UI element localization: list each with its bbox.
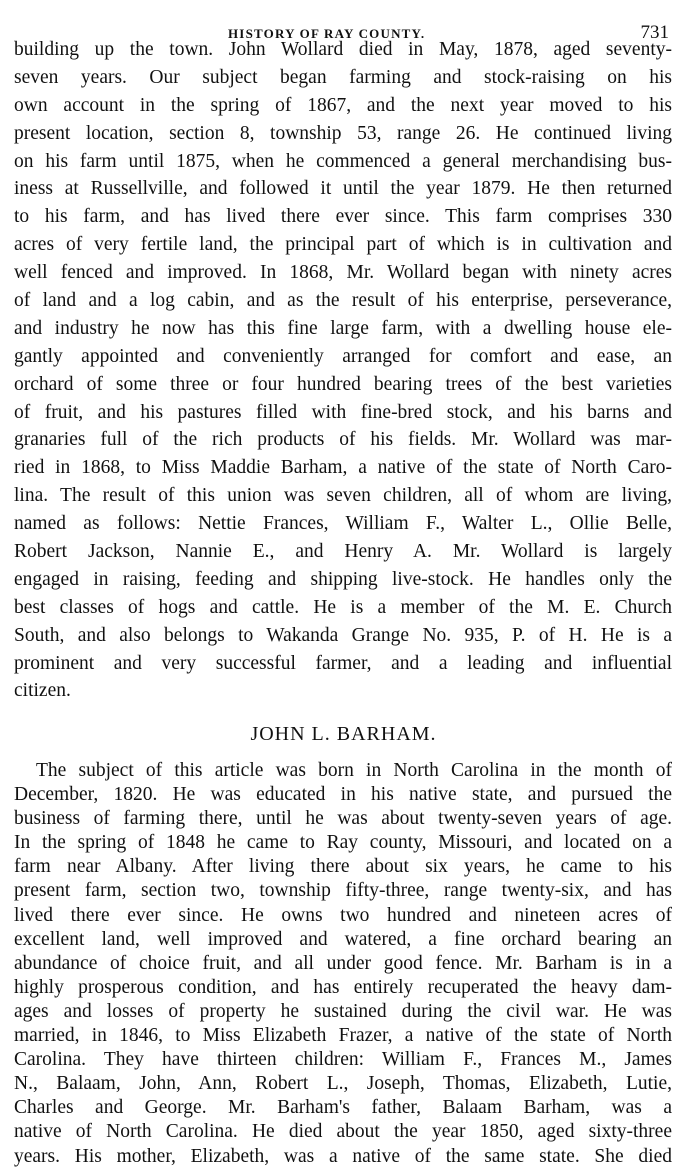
text-line: granaries full of the rich products of his fields. Mr. Wollard was mar- bbox=[14, 429, 672, 451]
text-line: Charles and George. Mr. Barham's father, Balaam Barham, was a bbox=[14, 1097, 672, 1119]
text-line: well fenced and improved. In 1868, Mr. Wollard began with ninety acres bbox=[14, 262, 672, 284]
text-line: lina. The result of this union was seven children, all of whom are living, bbox=[14, 485, 672, 507]
text-line: acres of very fertile land, the principal part of which is in cultivation and bbox=[14, 234, 672, 256]
text-line: married, in 1846, to Miss Elizabeth Frazer, a native of the state of North bbox=[14, 1025, 672, 1047]
text-line: citizen. bbox=[14, 680, 71, 702]
text-line: best classes of hogs and cattle. He is a member of the M. E. Church bbox=[14, 596, 672, 618]
text-line: Carolina. They have thirteen children: William F., Frances M., James bbox=[14, 1049, 672, 1071]
text-line: ages and losses of property he sustained during the civil war. He was bbox=[14, 1000, 672, 1022]
paragraph-wollard bbox=[14, 36, 672, 705]
text-line: N., Balaam, John, Ann, Robert L., Joseph, Thomas, Elizabeth, Lutie, bbox=[14, 1073, 672, 1095]
text-line: business of farming there, until he was about twenty-seven years of age. bbox=[14, 808, 672, 830]
text-line: and industry he now has this fine large farm, with a dwelling house ele- bbox=[14, 317, 672, 339]
text-line: December, 1820. He was educated in his native state, and pursued the bbox=[14, 784, 672, 806]
text-line: engaged in raising, feeding and shipping live-stock. He handles only the bbox=[14, 568, 672, 590]
text-line: native of North Carolina. He died about the year 1850, aged sixty-three bbox=[14, 1121, 672, 1143]
text-line: orchard of some three or four hundred bearing trees of the best varieties bbox=[14, 373, 672, 395]
text-line: building up the town. John Wollard died in May, 1878, aged seventy- bbox=[14, 39, 672, 60]
text-line: iness at Russellville, and followed it until the year 1879. He then returned bbox=[14, 178, 672, 200]
text-line: prominent and very successful farmer, and a leading and influential bbox=[14, 652, 672, 674]
running-title: HISTORY OF RAY COUNTY. bbox=[228, 26, 426, 41]
text-line: highly prosperous condition, and has entirely recuperated the heavy dam- bbox=[14, 976, 672, 998]
text-line: In the spring of 1848 he came to Ray county, Missouri, and located on a bbox=[14, 832, 672, 854]
text-line: years. His mother, Elizabeth, was a native of the same state. She died bbox=[14, 1145, 672, 1167]
text-line: own account in the spring of 1867, and the next year moved to his bbox=[14, 94, 672, 116]
text-line: present farm, section two, township fifty-three, range twenty-six, and has bbox=[14, 880, 672, 902]
text-line: farm near Albany. After living there about six years, he came to his bbox=[14, 856, 672, 878]
text-line: South, and also belongs to Wakanda Grange No. 935, P. of H. He is a bbox=[14, 624, 672, 646]
page-number: 731 bbox=[640, 22, 669, 43]
text-line: to his farm, and has lived there ever since. This farm comprises 330 bbox=[14, 206, 672, 228]
text-line: named as follows: Nettie Frances, William F., Walter L., Ollie Belle, bbox=[14, 513, 672, 535]
text-line: Robert Jackson, Nannie E., and Henry A. Mr. Wollard is largely bbox=[14, 541, 672, 563]
section-heading: JOHN L. BARHAM. bbox=[250, 723, 437, 745]
paragraph-barham bbox=[14, 759, 672, 1169]
text-line: seven years. Our subject began farming and stock-raising on his bbox=[14, 66, 672, 88]
text-line: present location, section 8, township 53, range 26. He continued living bbox=[14, 122, 672, 144]
text-line: ried in 1868, to Miss Maddie Barham, a native of the state of North Caro- bbox=[14, 457, 672, 479]
text-line: gantly appointed and conveniently arranged for comfort and ease, an bbox=[14, 345, 672, 367]
text-line: of land and a log cabin, and as the result of his enterprise, perseverance, bbox=[14, 290, 672, 312]
text-line: abundance of choice fruit, and all under good fence. Mr. Barham is in a bbox=[14, 952, 672, 974]
text-line: on his farm until 1875, when he commenced a general merchandising bus- bbox=[14, 150, 672, 172]
text-line: excellent land, well improved and watered, a fine orchard bearing an bbox=[14, 928, 672, 950]
text-line: The subject of this article was born in North Carolina in the month of bbox=[36, 760, 672, 781]
text-line: of fruit, and his pastures filled with fine-bred stock, and his barns and bbox=[14, 401, 672, 423]
text-line: lived there ever since. He owns two hundred and nineteen acres of bbox=[14, 904, 672, 926]
